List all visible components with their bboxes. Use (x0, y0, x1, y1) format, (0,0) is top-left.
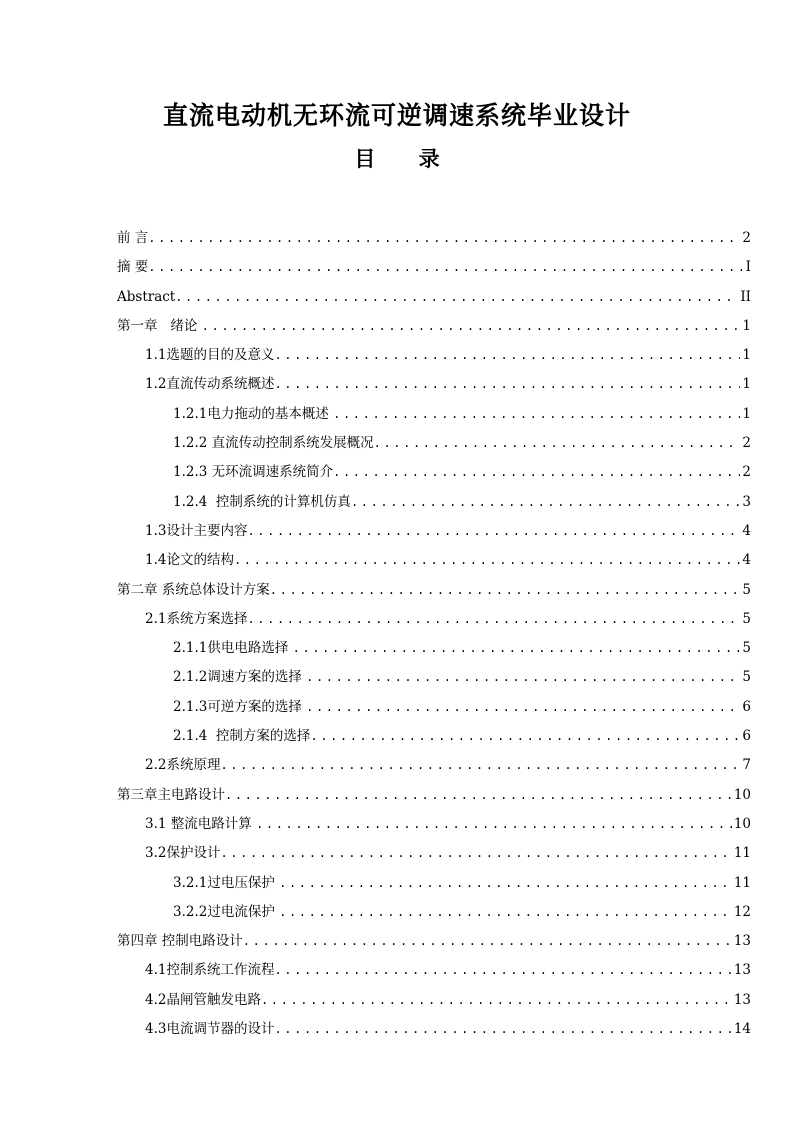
toc-entry[interactable] (117, 751, 751, 780)
toc-entry-page-number: 2 (742, 435, 751, 452)
toc-entry-title: 1.2.4 控制系统的计算机仿真 (173, 493, 351, 510)
toc-entry-page-number: 1 (742, 376, 751, 393)
toc-entry[interactable] (117, 370, 751, 399)
toc-entry[interactable] (117, 605, 751, 634)
toc-entry[interactable] (117, 312, 751, 341)
toc-entry-page-number: 3 (742, 493, 751, 510)
toc-entry-title: Abstract (117, 288, 176, 305)
toc-leader-dots (374, 429, 741, 458)
table-of-contents (117, 224, 751, 1044)
toc-entry[interactable] (117, 927, 751, 956)
toc-entry-page-number: 4 (742, 522, 751, 539)
toc-entry-title: 3.2.1过电压保护 (173, 874, 280, 891)
toc-entry[interactable] (117, 869, 751, 898)
toc-entry[interactable] (117, 722, 751, 751)
toc-entry[interactable] (117, 576, 751, 605)
toc-entry[interactable] (117, 517, 751, 546)
toc-entry[interactable] (117, 488, 751, 517)
toc-leader-dots (274, 341, 740, 370)
toc-entry-title: 第二章 系统总体设计方案 (117, 581, 270, 598)
toc-leader-dots (274, 370, 740, 399)
toc-entry-title: 3.2保护设计 (145, 845, 221, 862)
toc-leader-dots (270, 576, 741, 605)
toc-entry-title: 2.1系统方案选择 (145, 610, 248, 627)
toc-entry[interactable] (117, 810, 751, 839)
toc-entry-page-number: 11 (733, 874, 751, 891)
toc-entry[interactable] (117, 839, 751, 868)
toc-entry-page-number: 12 (733, 903, 751, 920)
toc-entry-page-number: 6 (742, 728, 751, 745)
toc-entry-page-number: 1 (742, 317, 751, 334)
toc-entry-page-number: 10 (733, 815, 751, 832)
toc-entry-title: 2.1.1供电电路选择 (173, 640, 293, 657)
toc-entry-title: 第一章 绪论 (117, 317, 202, 334)
toc-entry-title: 第三章主电路设计 (117, 786, 225, 803)
toc-leader-dots (256, 810, 732, 839)
toc-entry-title: 2.1.3可逆方案的选择 (173, 698, 307, 715)
toc-entry[interactable] (117, 400, 751, 429)
toc-entry[interactable] (117, 341, 751, 370)
toc-leader-dots (261, 986, 732, 1015)
toc-entry-title: 前 言 (117, 230, 149, 246)
toc-leader-dots (274, 956, 731, 985)
toc-leader-dots (148, 224, 740, 253)
toc-entry-page-number: 10 (733, 786, 751, 803)
toc-leader-dots (279, 898, 732, 927)
toc-entry-page-number: 14 (733, 1021, 751, 1038)
toc-leader-dots (310, 722, 740, 751)
toc-entry-page-number: 6 (742, 698, 751, 715)
toc-entry-page-number: 11 (733, 845, 751, 862)
toc-leader-dots (220, 751, 740, 780)
toc-entry-page-number: 13 (733, 962, 751, 979)
toc-entry-page-number: I (745, 259, 751, 276)
toc-entry-page-number: 4 (742, 552, 751, 569)
toc-entry-page-number: 13 (733, 991, 751, 1008)
toc-heading: 目 录 (354, 147, 458, 171)
toc-leader-dots (247, 517, 740, 546)
toc-entry-title: 2.1.2调速方案的选择 (173, 669, 307, 686)
toc-entry-title: 1.1选题的目的及意义 (145, 347, 275, 364)
toc-leader-dots (234, 546, 740, 575)
toc-entry-title: 4.3电流调节器的设计 (145, 1021, 275, 1038)
toc-entry-title: 1.3设计主要内容 (145, 522, 248, 539)
toc-entry-title: 2.1.4 控制方案的选择 (173, 728, 311, 745)
toc-entry[interactable] (117, 224, 751, 253)
toc-entry-page-number: 5 (742, 640, 751, 657)
toc-entry[interactable] (117, 956, 751, 985)
toc-leader-dots (243, 927, 732, 956)
toc-entry-page-number: 1 (742, 405, 751, 422)
toc-leader-dots (333, 458, 740, 487)
toc-leader-dots (333, 400, 740, 429)
toc-entry-page-number: 13 (733, 933, 751, 950)
toc-leader-dots (306, 693, 740, 722)
toc-entry-title: 4.2晶闸管触发电路 (145, 991, 261, 1008)
toc-leader-dots (293, 634, 741, 663)
toc-entry[interactable] (117, 986, 751, 1015)
toc-leader-dots (274, 1015, 731, 1044)
toc-entry-page-number: 2 (742, 230, 751, 246)
toc-entry[interactable] (117, 781, 751, 810)
toc-leader-dots (220, 839, 731, 868)
toc-entry[interactable] (117, 283, 751, 312)
toc-leader-dots (175, 283, 738, 312)
toc-entry-title: 1.2直流传动系统概述 (145, 376, 275, 393)
toc-entry-page-number: II (740, 288, 751, 305)
toc-entry-page-number: 5 (742, 610, 751, 627)
toc-entry-title: 摘 要 (117, 259, 149, 276)
toc-entry[interactable] (117, 693, 751, 722)
toc-entry-title: 4.1控制系统工作流程 (145, 962, 275, 979)
toc-entry-title: 1.2.1电力拖动的基本概述 (173, 405, 334, 422)
toc-entry-title: 2.2系统原理 (145, 757, 221, 774)
toc-entry[interactable] (117, 663, 751, 692)
toc-leader-dots (225, 781, 732, 810)
toc-entry[interactable] (117, 1015, 751, 1044)
toc-entry-page-number: 5 (742, 669, 751, 686)
toc-entry[interactable] (117, 458, 751, 487)
toc-entry[interactable] (117, 429, 751, 458)
toc-leader-dots (202, 312, 741, 341)
toc-entry-page-number: 2 (742, 464, 751, 481)
toc-leader-dots (351, 488, 740, 517)
toc-entry-title: 3.2.2过电流保护 (173, 903, 280, 920)
toc-entry[interactable] (117, 634, 751, 663)
toc-entry-title: 1.4论文的结构 (145, 552, 234, 569)
toc-entry-title: 1.2.3 无环流调速系统简介 (173, 464, 334, 481)
toc-entry-title: 第四章 控制电路设计 (117, 933, 243, 950)
toc-entry-page-number: 7 (742, 757, 751, 774)
toc-entry-page-number: 5 (742, 581, 751, 598)
toc-entry[interactable] (117, 253, 751, 282)
toc-entry[interactable] (117, 898, 751, 927)
document-title: 直流电动机无环流可逆调速系统毕业设计 (162, 101, 631, 130)
toc-entry-title: 1.2.2 直流传动控制系统发展概况 (173, 435, 374, 452)
toc-leader-dots (306, 663, 740, 692)
toc-leader-dots (148, 253, 743, 282)
toc-leader-dots (279, 869, 732, 898)
toc-entry-title: 3.1 整流电路计算 (145, 815, 257, 832)
toc-entry[interactable] (117, 546, 751, 575)
toc-entry-page-number: 1 (742, 347, 751, 364)
toc-leader-dots (247, 605, 740, 634)
